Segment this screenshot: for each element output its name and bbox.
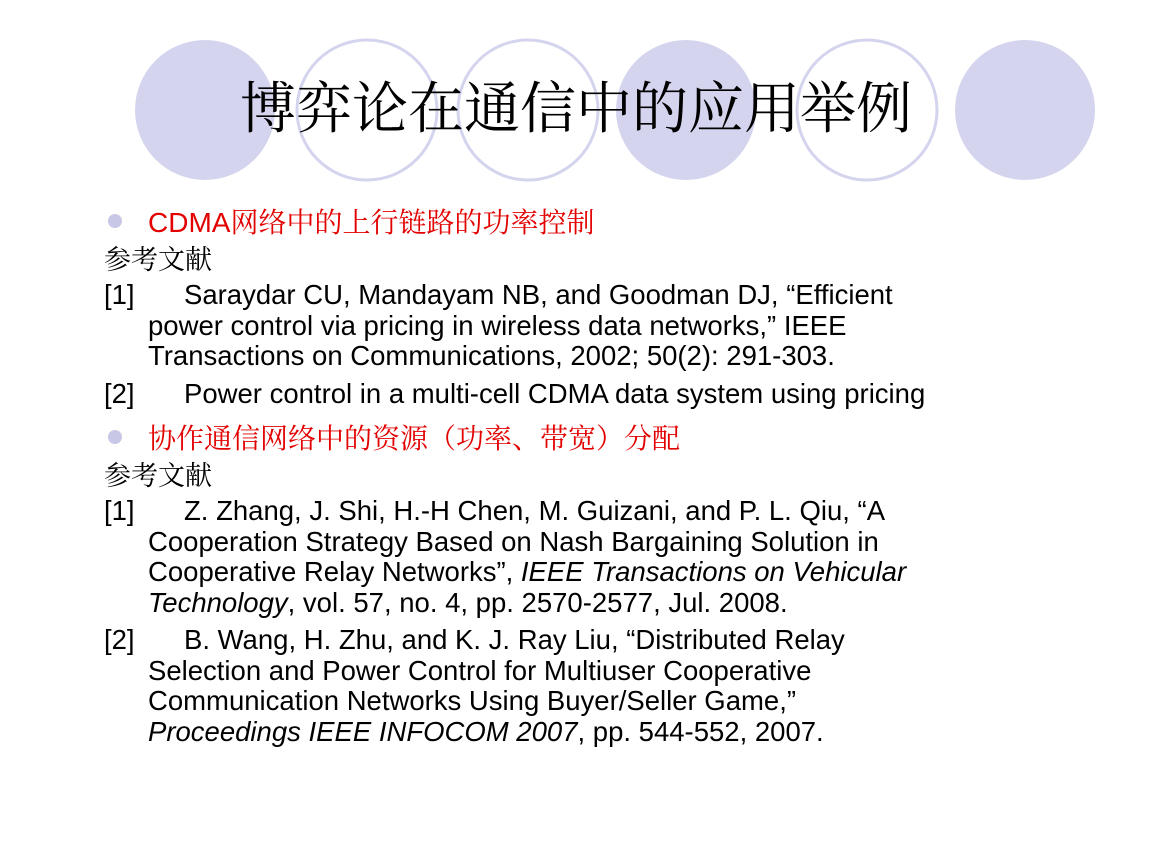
proceedings-name: Proceedings IEEE INFOCOM 2007 bbox=[148, 715, 578, 747]
reference-text bbox=[148, 280, 1144, 372]
reference-line bbox=[148, 557, 1144, 588]
bullet-dot-icon bbox=[108, 430, 122, 444]
reference-line: Z. Zhang, J. Shi, H.-H Chen, M. Guizani, and P. L. Qiu, “A bbox=[184, 495, 886, 526]
slide-title: 博弈论在通信中的应用举例 bbox=[240, 77, 912, 142]
reference-number: [1] bbox=[104, 495, 135, 526]
reference-line: Selection and Power Control for Multiuser Cooperative bbox=[148, 654, 812, 686]
reference-line: Power control in a multi-cell CDMA data system using pricing bbox=[184, 377, 926, 409]
reference-line bbox=[148, 588, 1144, 619]
bullet-item bbox=[104, 416, 1144, 458]
reference-heading: 参考文献 bbox=[104, 245, 212, 276]
reference-fragment: Cooperative Relay Networks”, bbox=[148, 556, 521, 587]
bullet-text: 协作通信网络中的资源（功率、带宽）分配 bbox=[148, 423, 681, 454]
reference-line: Transactions on Communications, 2002; 50(2): 291-303. bbox=[148, 340, 835, 371]
reference-item bbox=[104, 280, 1144, 372]
bullet-dot-icon bbox=[108, 214, 122, 228]
reference-item bbox=[104, 625, 1144, 747]
reference-text bbox=[148, 379, 1144, 410]
reference-text bbox=[148, 625, 1144, 747]
reference-heading: 参考文献 bbox=[104, 461, 212, 492]
journal-name: Technology bbox=[148, 586, 288, 618]
bullet-text: CDMA网络中的上行链路的功率控制 bbox=[148, 207, 595, 238]
reference-line: power control via pricing in wireless data networks,” IEEE bbox=[148, 309, 847, 341]
reference-line: B. Wang, H. Zhu, and K. J. Ray Liu, “Distributed Relay bbox=[184, 624, 845, 655]
reference-item bbox=[104, 496, 1144, 618]
reference-item bbox=[104, 379, 1144, 410]
bullet-item bbox=[104, 200, 1144, 242]
reference-line: Saraydar CU, Mandayam NB, and Goodman DJ, “Efficient bbox=[184, 279, 893, 310]
reference-fragment: , pp. 544-552, 2007. bbox=[577, 715, 824, 747]
journal-name: IEEE Transactions on Vehicular bbox=[520, 556, 907, 587]
reference-line bbox=[148, 717, 1144, 748]
reference-text bbox=[148, 496, 1144, 618]
reference-number: [1] bbox=[104, 279, 135, 310]
reference-fragment: , vol. 57, no. 4, pp. 2570-2577, Jul. 2008. bbox=[287, 586, 788, 618]
reference-number: [2] bbox=[104, 377, 135, 409]
reference-line: Cooperation Strategy Based on Nash Bargaining Solution in bbox=[148, 525, 879, 557]
reference-number: [2] bbox=[104, 624, 135, 655]
reference-line: Communication Networks Using Buyer/Seller Game,” bbox=[148, 685, 796, 716]
slide-content bbox=[104, 200, 1144, 754]
